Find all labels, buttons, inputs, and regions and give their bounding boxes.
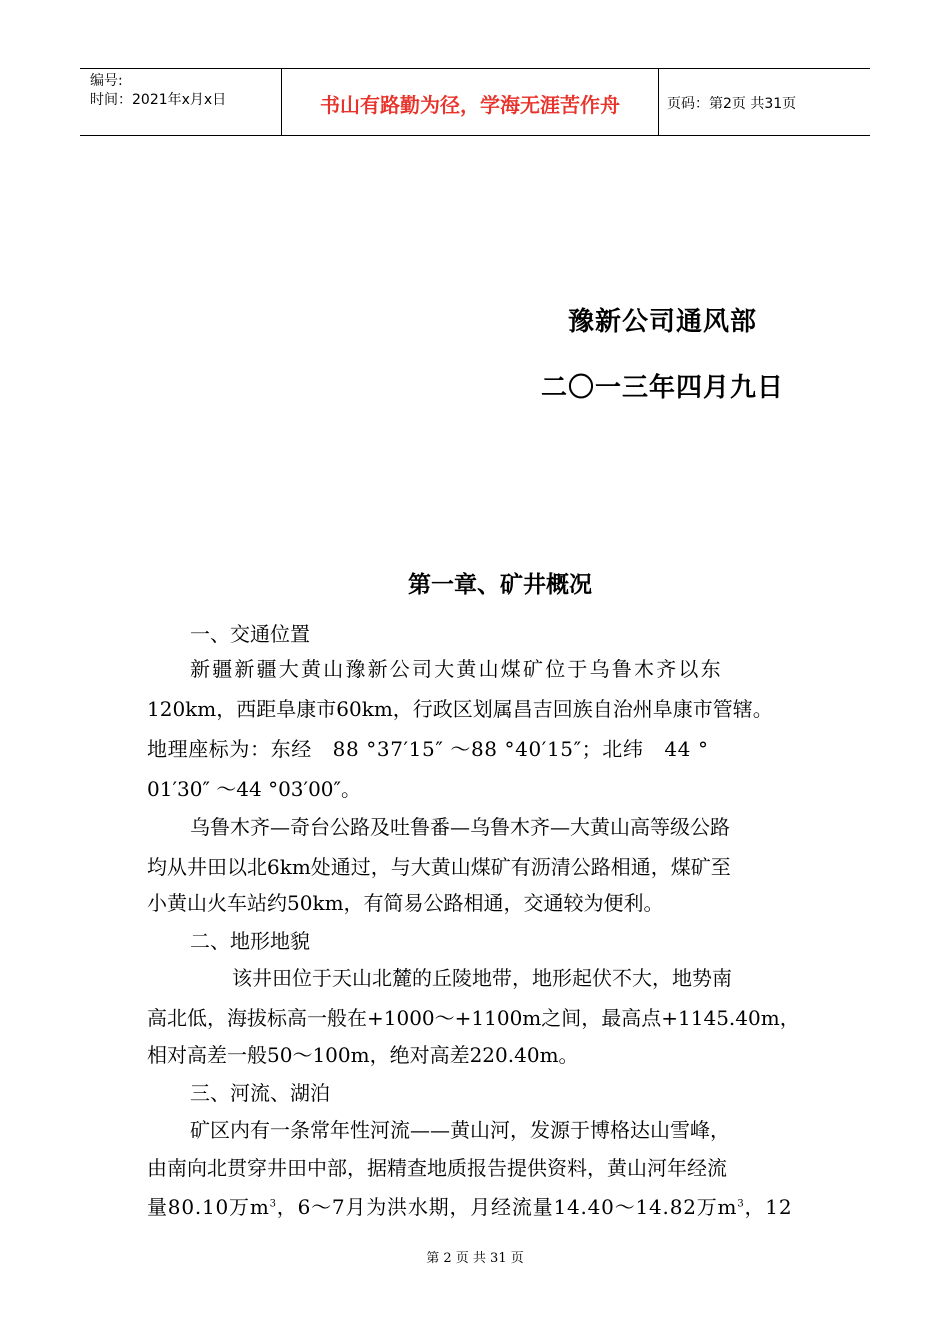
chapter-title: 第一章、矿井概况 bbox=[408, 572, 592, 598]
paragraph-line: 120km，西距阜康市60km，行政区划属昌吉回族自治州阜康市管辖。 bbox=[147, 697, 773, 721]
paragraph-line: 01′30″ ～44 °03′00″。 bbox=[147, 777, 361, 801]
header-page-info: 页码：第2页 共31页 bbox=[667, 96, 797, 112]
text-run: 量80.10万m bbox=[147, 1195, 270, 1219]
date-label: 时间：2021年x月x日 bbox=[90, 92, 227, 108]
paragraph-line: 乌鲁木齐—奇台公路及吐鲁番—乌鲁木齐—大黄山高等级公路 bbox=[190, 815, 730, 839]
paragraph-line: 小黄山火车站约50km，有简易公路相通，交通较为便利。 bbox=[147, 891, 664, 915]
header-motto: 书山有路勤为径，学海无涯苦作舟 bbox=[282, 69, 659, 135]
text-run: ，6～7月为洪水期，月经流量14.40～14.82万m bbox=[276, 1195, 738, 1219]
paragraph-line: 高北低，海拔标高一般在+1000～+1100m之间，最高点+1145.40m， bbox=[147, 1006, 800, 1030]
header-meta bbox=[80, 69, 282, 135]
paragraph-line bbox=[147, 1195, 792, 1219]
section-heading-terrain: 二、地形地貌 bbox=[190, 929, 310, 953]
paragraph-line: 矿区内有一条常年性河流——黄山河，发源于博格达山雪峰， bbox=[190, 1118, 730, 1142]
paragraph-line: 地理座标为：东经 88 °37′15″ ～88 °40′15″；北纬 44 ° bbox=[147, 737, 709, 761]
paragraph-line: 该井田位于天山北麓的丘陵地带，地形起伏不大，地势南 bbox=[232, 966, 732, 990]
superscript: 3 bbox=[269, 1198, 277, 1210]
superscript: 3 bbox=[737, 1198, 745, 1210]
section-heading-traffic: 一、交通位置 bbox=[190, 622, 310, 646]
serial-label: 编号: bbox=[90, 73, 123, 89]
paragraph-line: 相对高差一般50～100m，绝对高差220.40m。 bbox=[147, 1043, 579, 1067]
signature-department: 豫新公司通风部 bbox=[568, 307, 758, 337]
page-footer: 第 2 页 共 31 页 bbox=[426, 1251, 524, 1266]
paragraph-line: 均从井田以北6km处通过，与大黄山煤矿有沥清公路相通，煤矿至 bbox=[147, 855, 731, 879]
page-header bbox=[80, 68, 870, 136]
signature-date: 二〇一三年四月九日 bbox=[541, 373, 785, 403]
section-heading-rivers: 三、河流、湖泊 bbox=[190, 1081, 330, 1105]
paragraph-line: 新疆新疆大黄山豫新公司大黄山煤矿位于乌鲁木齐以东 bbox=[190, 657, 723, 681]
text-run: ，12 bbox=[744, 1195, 793, 1219]
paragraph-line: 由南向北贯穿井田中部，据精查地质报告提供资料，黄山河年经流 bbox=[147, 1156, 727, 1180]
